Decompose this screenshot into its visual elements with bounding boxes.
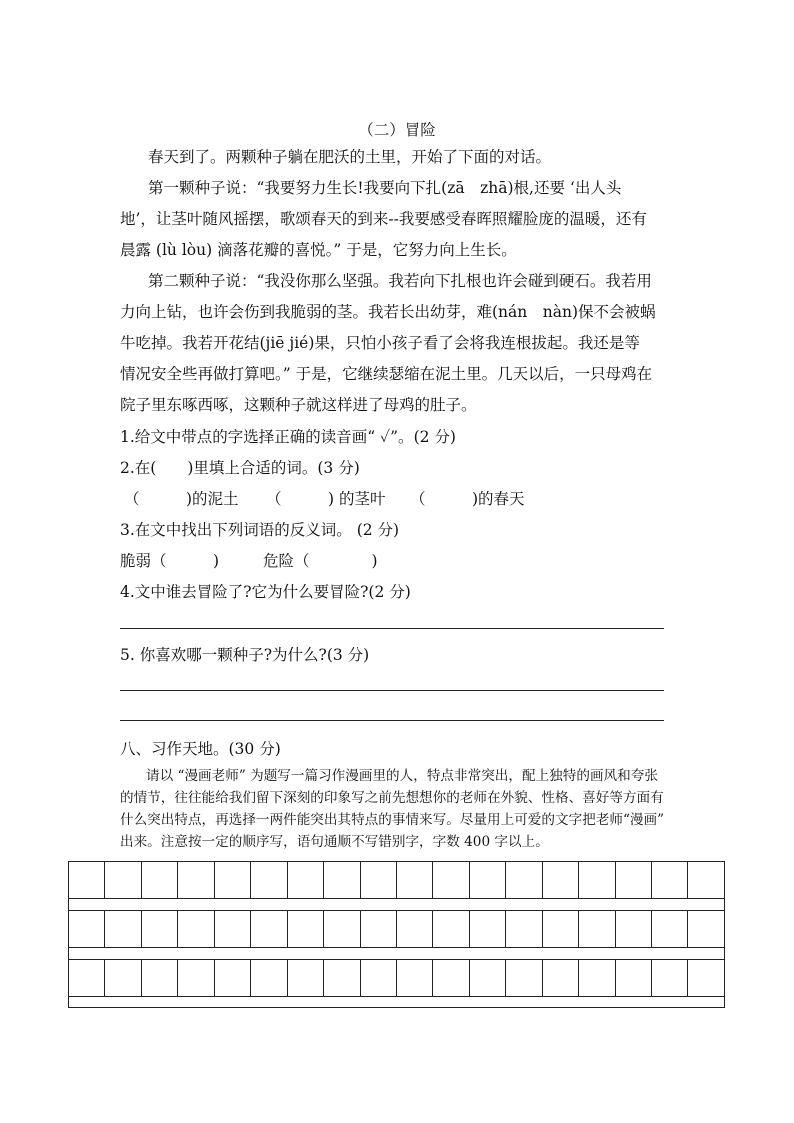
passage-line-5: 第二颗种子说：“我没你那么坚强。我若向下扎根也许会碰到硬石。我若用 (148, 272, 652, 290)
grid-cell[interactable] (323, 911, 359, 947)
grid-cell[interactable] (687, 862, 723, 898)
composition-grid (68, 861, 725, 1008)
grid-row-gap (68, 899, 725, 910)
passage-title: （二）冒险 (358, 121, 436, 139)
grid-cell[interactable] (214, 862, 250, 898)
grid-cell[interactable] (177, 911, 213, 947)
passage-line-8: 情况安全些再做打算吧。” 于是，它继续瑟缩在泥土里。几天以后，一只母鸡在 (120, 365, 653, 383)
writing-heading: 八、习作天地。(30 分) (120, 740, 281, 758)
question-3-blank-a: 脆弱（ ) (120, 552, 220, 570)
grid-cell[interactable] (360, 911, 396, 947)
answer-line-q4[interactable] (120, 628, 664, 629)
question-2: 2.在( )里填上合适的词。(3 分) (120, 459, 360, 477)
grid-cell[interactable] (323, 862, 359, 898)
grid-cell[interactable] (214, 911, 250, 947)
grid-cell[interactable] (177, 960, 213, 996)
grid-cell[interactable] (69, 960, 104, 996)
writing-prompt-line-3: 什么突出特点，再选择一两件能突出其特点的事情来写。尽量用上可爱的文字把老师“漫画” (120, 812, 665, 828)
grid-cell[interactable] (432, 862, 468, 898)
grid-cell[interactable] (250, 960, 286, 996)
grid-cell[interactable] (287, 911, 323, 947)
grid-cell[interactable] (141, 862, 177, 898)
grid-cell[interactable] (469, 911, 505, 947)
grid-row (68, 959, 725, 997)
question-2-blank-c: （ )的春天 (410, 490, 525, 508)
grid-cell[interactable] (396, 911, 432, 947)
passage-line-2: 第一颗种子说：“我要努力生长!我要向下扎(zā zhā)根,还要 ‘出人头 (148, 179, 622, 197)
grid-cell[interactable] (578, 862, 614, 898)
passage-line-6: 力向上钻，也许会伤到我脆弱的茎。我若长出幼芽，难(nán nàn)保不会被蜗 (120, 303, 656, 321)
grid-cell[interactable] (177, 862, 213, 898)
grid-cell[interactable] (687, 960, 723, 996)
question-1: 1.给文中带点的字选择正确的读音画“ ✓”。(2 分) (120, 428, 456, 446)
grid-cell[interactable] (69, 862, 104, 898)
grid-cell[interactable] (104, 862, 140, 898)
grid-cell[interactable] (396, 960, 432, 996)
grid-cell[interactable] (542, 960, 578, 996)
grid-cell[interactable] (69, 911, 104, 947)
question-3: 3.在文中找出下列词语的反义词。 (2 分) (120, 521, 400, 539)
grid-row (68, 861, 725, 899)
grid-cell[interactable] (542, 911, 578, 947)
grid-cell[interactable] (287, 960, 323, 996)
grid-cell[interactable] (104, 911, 140, 947)
passage-line-7: 牛吃掉。我若开花结(jiē jié)果，只怕小孩子看了会将我连根拔起。我还是等 (120, 334, 640, 352)
grid-cell[interactable] (396, 862, 432, 898)
grid-cell[interactable] (578, 911, 614, 947)
grid-cell[interactable] (432, 911, 468, 947)
grid-row (68, 910, 725, 948)
question-2-blank-a: （ )的泥土 (124, 490, 239, 508)
question-4: 4.文中谁去冒险了?它为什么要冒险?(2 分) (120, 583, 411, 601)
answer-line-q5-2[interactable] (120, 720, 664, 721)
grid-cell[interactable] (469, 862, 505, 898)
grid-cell[interactable] (141, 960, 177, 996)
passage-line-1: 春天到了。两颗种子躺在肥沃的土里，开始了下面的对话。 (148, 148, 552, 166)
grid-cell[interactable] (469, 960, 505, 996)
grid-cell[interactable] (651, 862, 687, 898)
grid-cell[interactable] (615, 960, 651, 996)
question-2-blank-b: （ ) 的茎叶 (266, 490, 386, 508)
grid-cell[interactable] (687, 911, 723, 947)
writing-prompt-line-4: 出来。注意按一定的顺序写，语句通顺不写错别字，字数 400 字以上。 (120, 834, 549, 850)
question-3-blank-b: 危险（ ) (263, 552, 378, 570)
grid-cell[interactable] (615, 862, 651, 898)
grid-row-gap (68, 948, 725, 959)
passage-line-4: 晨露 (lù lòu) 滴落花瓣的喜悦。” 于是，它努力向上生长。 (120, 241, 517, 259)
writing-prompt-line-1: 请以 “漫画老师” 为题写一篇习作漫画里的人，特点非常突出，配上独特的画风和夸张 (146, 768, 658, 784)
grid-cell[interactable] (651, 960, 687, 996)
grid-cell[interactable] (432, 960, 468, 996)
writing-prompt-line-2: 的情节，往往能给我们留下深刻的印象写之前先想想你的老师在外貌、性格、喜好等方面有 (120, 790, 664, 806)
grid-cell[interactable] (141, 911, 177, 947)
grid-cell[interactable] (214, 960, 250, 996)
grid-row-gap (68, 997, 725, 1008)
grid-cell[interactable] (505, 960, 541, 996)
grid-cell[interactable] (323, 960, 359, 996)
passage-line-3: 地’，让茎叶随风摇摆，歌颂春天的到来--我要感受春晖照耀脸庞的温暖，还有 (120, 210, 647, 228)
grid-cell[interactable] (360, 960, 396, 996)
grid-cell[interactable] (505, 911, 541, 947)
grid-cell[interactable] (287, 862, 323, 898)
grid-cell[interactable] (651, 911, 687, 947)
grid-cell[interactable] (360, 862, 396, 898)
question-5: 5. 你喜欢哪一颗种子?为什么?(3 分) (120, 646, 370, 664)
grid-cell[interactable] (615, 911, 651, 947)
answer-line-q5-1[interactable] (120, 690, 664, 691)
grid-cell[interactable] (250, 862, 286, 898)
grid-cell[interactable] (104, 960, 140, 996)
passage-line-9: 院子里东啄西啄，这颗种子就这样进了母鸡的肚子。 (120, 396, 477, 414)
grid-cell[interactable] (578, 960, 614, 996)
grid-cell[interactable] (250, 911, 286, 947)
grid-cell[interactable] (542, 862, 578, 898)
grid-cell[interactable] (505, 862, 541, 898)
